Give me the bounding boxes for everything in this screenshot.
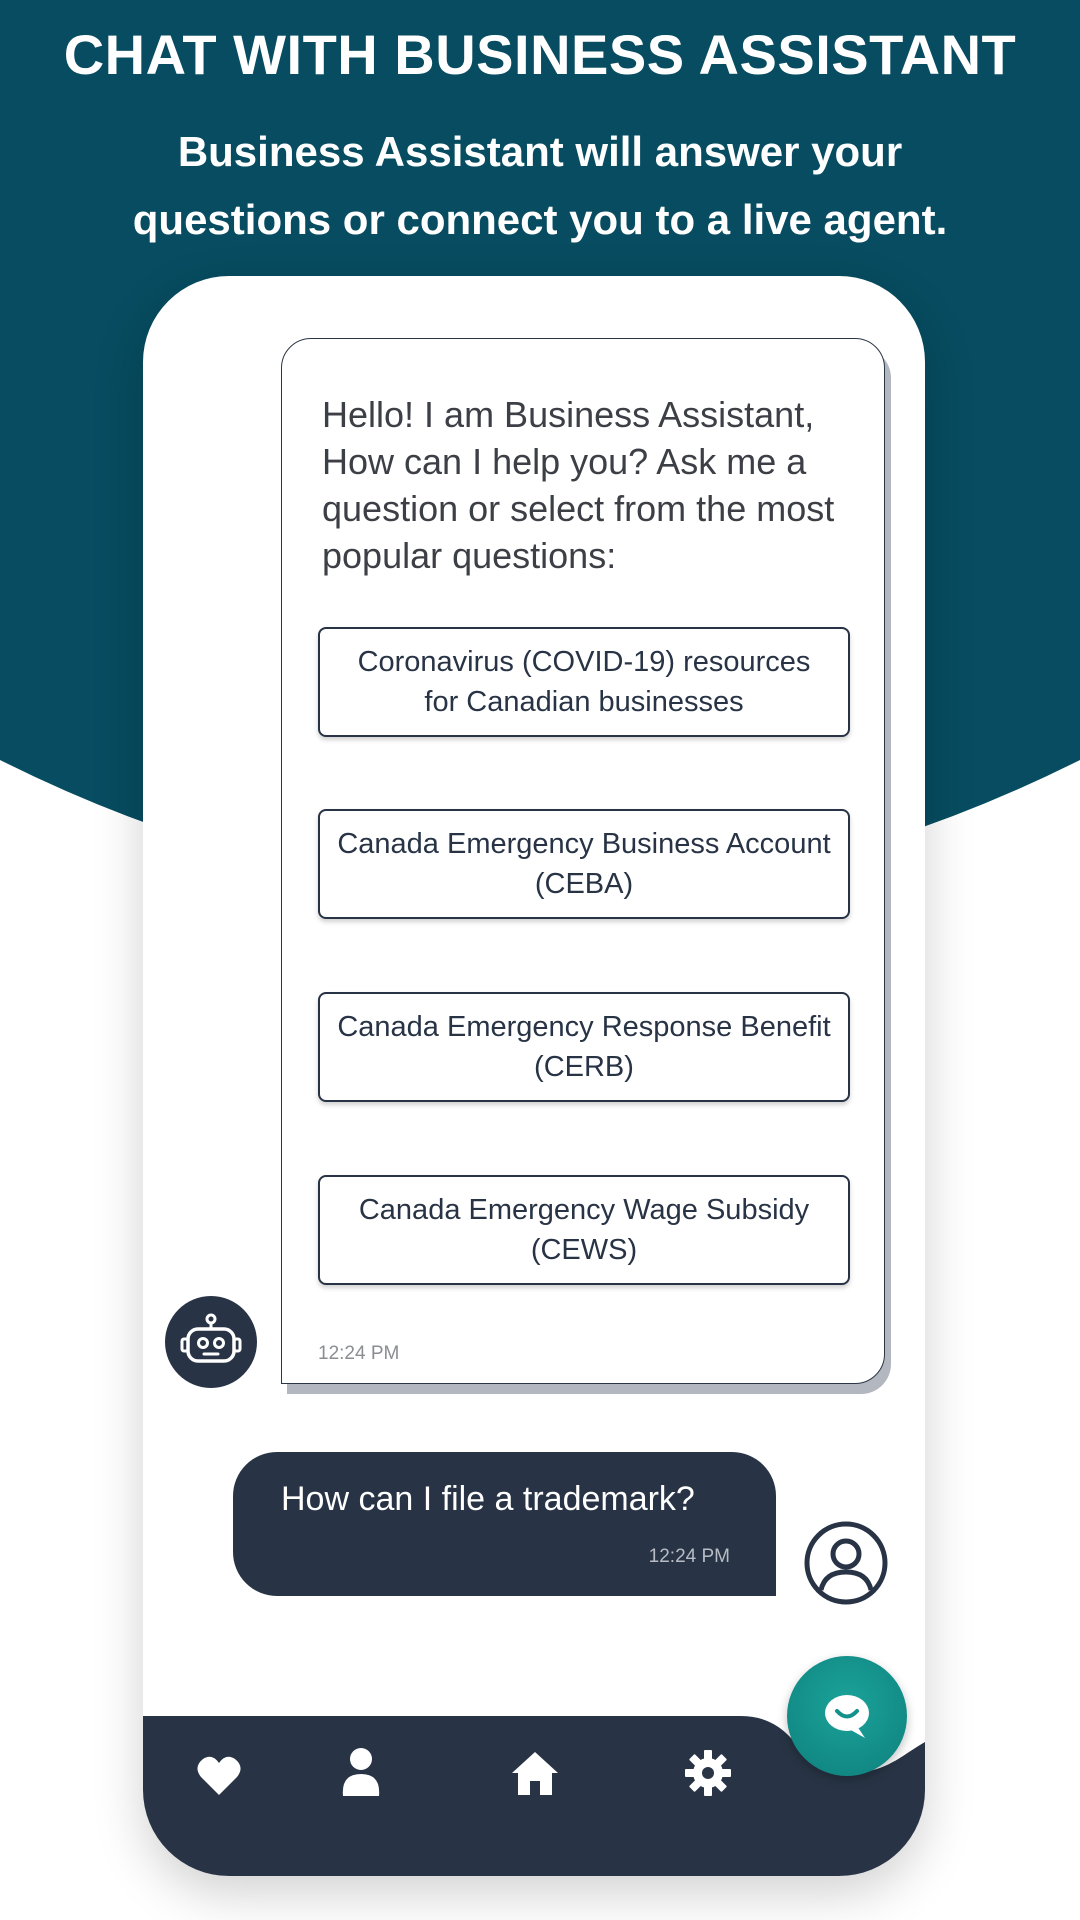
bot-avatar bbox=[165, 1296, 257, 1388]
page-subtitle: Business Assistant will answer your questions or connect you to a live agent. bbox=[132, 128, 948, 243]
page-title: CHAT WITH BUSINESS ASSISTANT bbox=[63, 23, 1017, 86]
quick-reply-cews[interactable]: Canada Emergency Wage Subsidy (CEWS) bbox=[318, 1175, 850, 1285]
gear-icon[interactable] bbox=[684, 1749, 732, 1797]
user-message-text: How can I file a trademark? bbox=[281, 1480, 695, 1518]
bot-message-text: Hello! I am Business Assistant, How can I help you? Ask me a question or select from the most popular questions: bbox=[322, 394, 835, 576]
heart-icon[interactable] bbox=[195, 1752, 243, 1800]
home-icon[interactable] bbox=[510, 1749, 560, 1797]
bot-message-card bbox=[281, 338, 885, 1384]
person-icon[interactable] bbox=[339, 1746, 383, 1798]
user-icon bbox=[803, 1520, 889, 1606]
user-message-timestamp: 12:24 PM bbox=[648, 1546, 730, 1567]
phone-mockup bbox=[143, 276, 925, 1876]
chat-fab-button[interactable] bbox=[787, 1656, 907, 1776]
user-message-bubble bbox=[233, 1452, 776, 1596]
chat-bubble-icon bbox=[819, 1688, 875, 1744]
bot-message-timestamp: 12:24 PM bbox=[318, 1343, 400, 1364]
quick-reply-ceba[interactable]: Canada Emergency Business Account (CEBA) bbox=[318, 809, 850, 919]
quick-reply-covid-resources[interactable]: Coronavirus (COVID-19) resources for Canadian businesses bbox=[318, 627, 850, 737]
quick-reply-cerb[interactable]: Canada Emergency Response Benefit (CERB) bbox=[318, 992, 850, 1102]
robot-icon bbox=[176, 1307, 246, 1377]
